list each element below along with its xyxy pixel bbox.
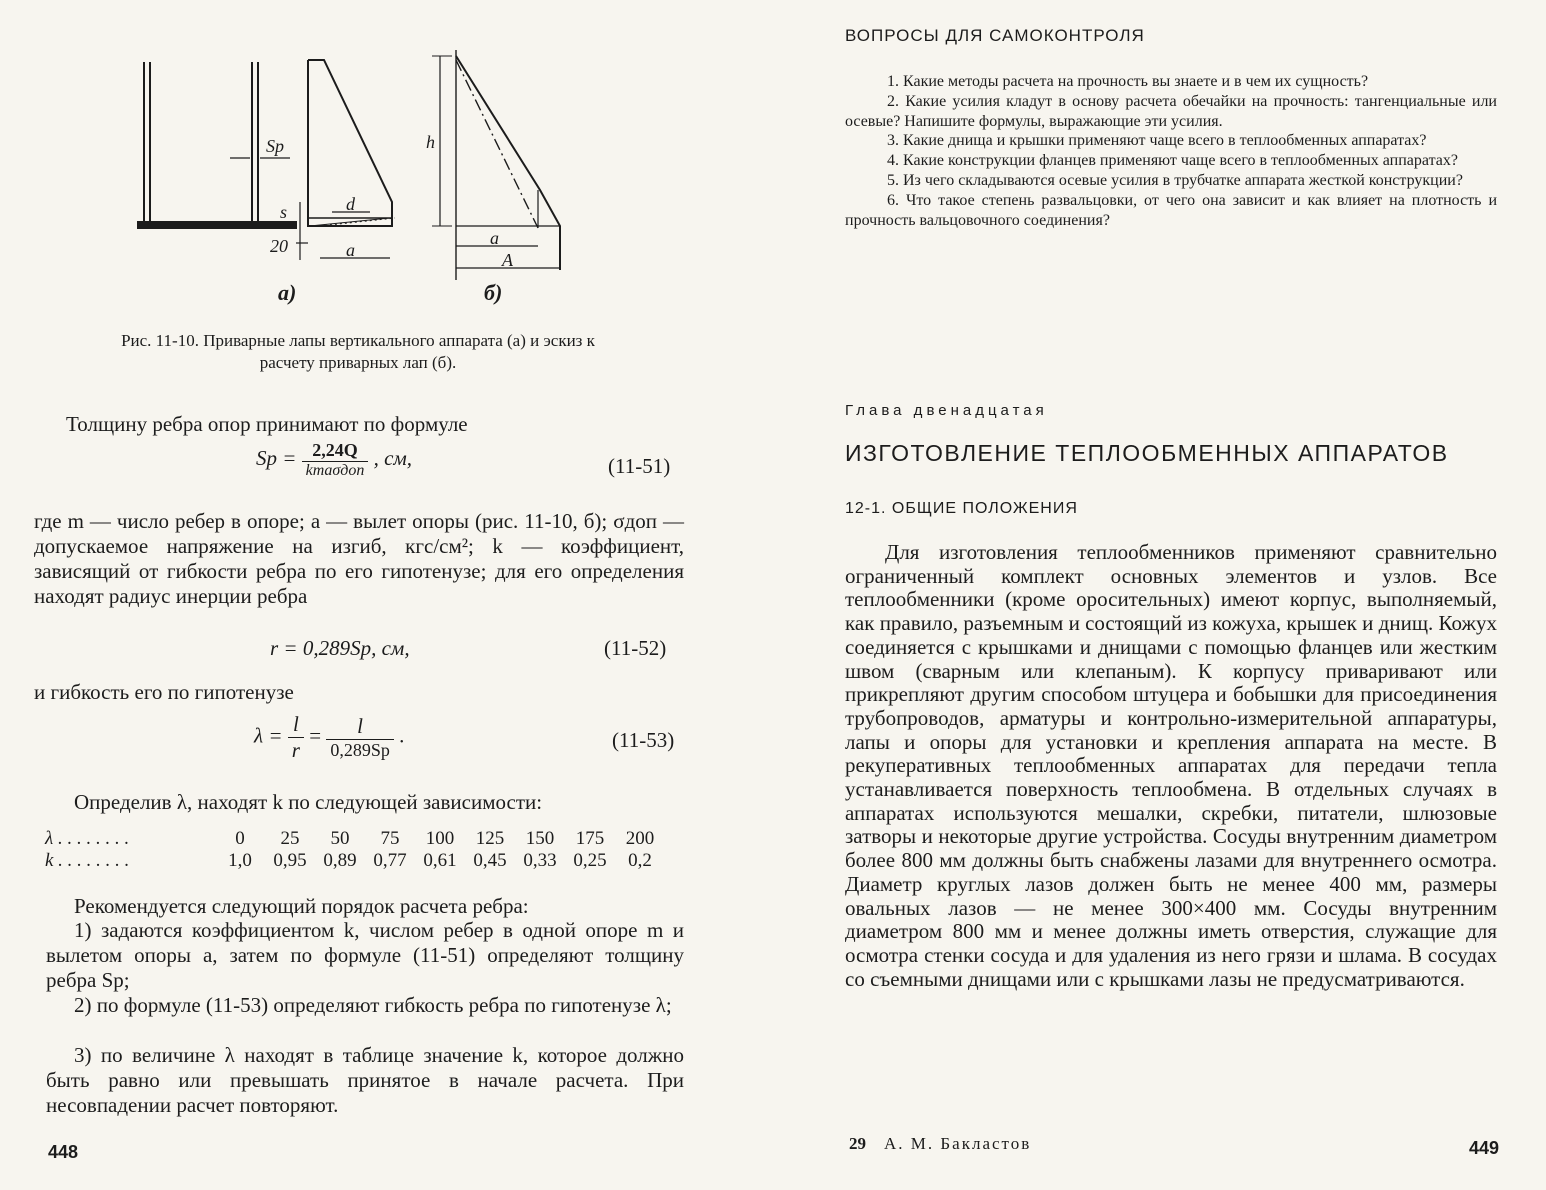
formula-11-52: r = 0,289Sp, см, xyxy=(270,636,410,660)
fig-label-a-left: a xyxy=(346,240,355,260)
figure-11-10 xyxy=(120,30,580,310)
k-cell: 0,45 xyxy=(473,850,507,871)
k-row-head: k . . . . . . . . xyxy=(45,850,130,871)
question-item: 6. Что такое степень развальцовки, от чего она зависит и как влияет на плотность и прочность вальцовочного соединения? xyxy=(845,191,1497,229)
formula-11-53-frac1-num: l xyxy=(288,712,304,738)
fig-label-sp: Sp xyxy=(266,136,284,156)
fig-label-A: A xyxy=(502,250,513,270)
formula-11-53-frac1-den: r xyxy=(291,738,300,762)
question-item: 5. Из чего складываются осевые усилия в трубчатке аппарата жесткой конструкции? xyxy=(887,171,1463,189)
formula-11-53-lhs: λ = xyxy=(254,723,283,748)
lambda-cell: 175 xyxy=(575,828,605,849)
k-cell: 0,61 xyxy=(423,850,457,871)
lambda-row-head: λ . . . . . . . . xyxy=(45,828,130,849)
footer-signature xyxy=(849,1134,1031,1154)
k-cell: 0,33 xyxy=(523,850,557,871)
formula-11-51-denominator: kmaσдоп xyxy=(305,462,365,479)
signature-number: 29 xyxy=(849,1134,866,1153)
lambda-cell: 125 xyxy=(475,828,505,849)
k-cell: 0,95 xyxy=(273,850,307,871)
chapter-title: ИЗГОТОВЛЕНИЕ ТЕПЛООБМЕННЫХ АППАРАТОВ xyxy=(845,440,1449,466)
page-number-left: 448 xyxy=(48,1142,79,1162)
chapter-label: Глава двенадцатая xyxy=(845,402,1048,419)
formula-11-53-frac2-num: l xyxy=(326,714,394,740)
body-text xyxy=(845,541,1497,991)
lambda-cell: 50 xyxy=(330,828,350,849)
formula-intro: Толщину ребра опор принимают по формуле xyxy=(66,412,468,436)
equation-number-11-51: (11-51) xyxy=(608,454,671,478)
body-paragraph: Для изготовления теплообменников применяют сравнительно ограниченный комплект основных элементов и узлов. Все теплообменники (кроме оросительных) имеют корпус, выполняемый, как правило, разъемным и состоящий из кожуха, крышек и днищ. Кожух соединяется с крышками и днищами с помощью фланцев или жестким швом (сварным или клепаным). К корпусу приваривают или прикрепляют другим способом штуцера и бобышки для присоединения трубопроводов, арматуры и контрольно-измерительной аппаратуры, лапы и опоры для установки и крепления аппарата на месте. В рекуперативных теплообменных аппаратах для передачи тепла устанавливается поверхность теплообмена. В отдельных случаях в аппаратах используются мешалки, скребки, питатели, шлюзовые затворы и некоторые другие устройства. Сосуды внутренним диаметром более 800 мм должны быть снабжены лазами для внутреннего осмотра. Диаметр круглых лазов должен быть не менее 400 мм, размеры овальных лазов — не менее 300×400 мм. Сосуды внутренним диаметром 800 мм и менее должны иметь отверстия, служащие для осмотра стенки сосуда и для удаления из него грязи и шлама. В сосудах со съемными днищами или с крышками лазы не предусматриваются. xyxy=(845,540,1497,991)
lambda-cell: 200 xyxy=(625,828,655,849)
section-title: 12-1. ОБЩИЕ ПОЛОЖЕНИЯ xyxy=(845,500,1078,517)
lambda-row xyxy=(45,828,665,850)
k-cell: 0,89 xyxy=(323,850,357,871)
questions-list xyxy=(845,72,1497,230)
questions-title: ВОПРОСЫ ДЛЯ САМОКОНТРОЛЯ xyxy=(845,26,1145,45)
fig-b-rib xyxy=(456,56,560,270)
fig-label-s: s xyxy=(280,202,288,222)
question-item: 3. Какие днища и крышки применяют чаще всего в теплообменных аппаратах? xyxy=(887,132,1427,150)
question-item: 2. Какие усилия кладут в основу расчета обечайки на прочность: тангенциальные или осевые? Напишите формулы, выражающие эти усилия. xyxy=(845,92,1497,130)
right-page xyxy=(773,0,1546,1190)
k-cell: 0,2 xyxy=(628,850,652,871)
formula-11-53-tail: . xyxy=(399,723,405,748)
fig-label-a-right: a xyxy=(490,228,499,248)
step-2: 2) по формуле (11-53) определяют гибкость ребра по гипотенузе λ; xyxy=(74,993,672,1017)
fig-sub-b: б) xyxy=(484,280,503,305)
step-1: 1) задаются коэффициентом k, числом ребер в одной опоре m и вылетом опоры a, затем по формуле (11-51) определяют толщину ребра Sp; xyxy=(46,918,684,992)
equation-number-11-52: (11-52) xyxy=(604,636,667,660)
k-cell: 0,25 xyxy=(573,850,607,871)
step-3: 3) по величине λ находят в таблице значение k, которое должно быть равно или превышать принятое в начале расчета. При несовпадении расчет повторяют. xyxy=(46,1043,684,1117)
fig-a-base-plate xyxy=(138,222,296,228)
question-item: 1. Какие методы расчета на прочность вы знаете и в чем их сущность? xyxy=(887,73,1369,90)
lambda-cell: 75 xyxy=(380,828,400,849)
lambda-cell: 100 xyxy=(425,828,455,849)
gibkost-line: и гибкость его по гипотенузе xyxy=(34,680,294,704)
lambda-cell: 150 xyxy=(525,828,555,849)
formula-11-51-unit: , см, xyxy=(373,445,413,470)
formula-11-51-lhs: Sp = xyxy=(256,445,297,470)
fig-sub-a: а) xyxy=(278,280,297,305)
fig-label-20: 20 xyxy=(270,236,288,256)
equation-number-11-53: (11-53) xyxy=(612,728,675,752)
fig-b-hypotenuse xyxy=(456,60,538,228)
question-item: 4. Какие конструкции фланцев применяют чаще всего в теплообменных аппаратах? xyxy=(887,152,1458,170)
page-number-right: 449 xyxy=(1469,1138,1500,1158)
opredeliv-line: Определив λ, находят k по следующей зависимости: xyxy=(74,790,543,814)
formula-11-53-frac2-den: 0,289Sp xyxy=(330,740,390,760)
figure-caption: Рис. 11-10. Приварные лапы вертикального аппарата (а) и эскиз к расчету приварных лап (б). xyxy=(121,331,595,372)
k-cell: 0,77 xyxy=(373,850,407,871)
fig-label-d: d xyxy=(346,194,355,214)
formula-11-53-eq: = xyxy=(309,723,322,748)
formula-11-53 xyxy=(254,712,404,763)
recommend-line: Рекомендуется следующий порядок расчета ребра: xyxy=(74,894,529,918)
k-cell: 1,0 xyxy=(228,850,252,871)
fig-label-h: h xyxy=(426,132,435,152)
lambda-cell: 25 xyxy=(280,828,300,849)
where-paragraph: где m — число ребер в опоре; a — вылет опоры (рис. 11-10, б); σдоп — допускаемое напряжение на изгиб, кгс/см²; k — коэффициент, зависящий от гибкости ребра по его гипотенузе; для его определения находят радиус инерции ребра xyxy=(34,509,684,608)
formula-11-51 xyxy=(256,440,412,480)
signature-author: А. М. Бакластов xyxy=(884,1134,1032,1153)
k-row xyxy=(45,850,665,872)
formula-11-51-numerator: 2,24Q xyxy=(302,440,369,462)
lambda-cell: 0 xyxy=(235,828,245,849)
